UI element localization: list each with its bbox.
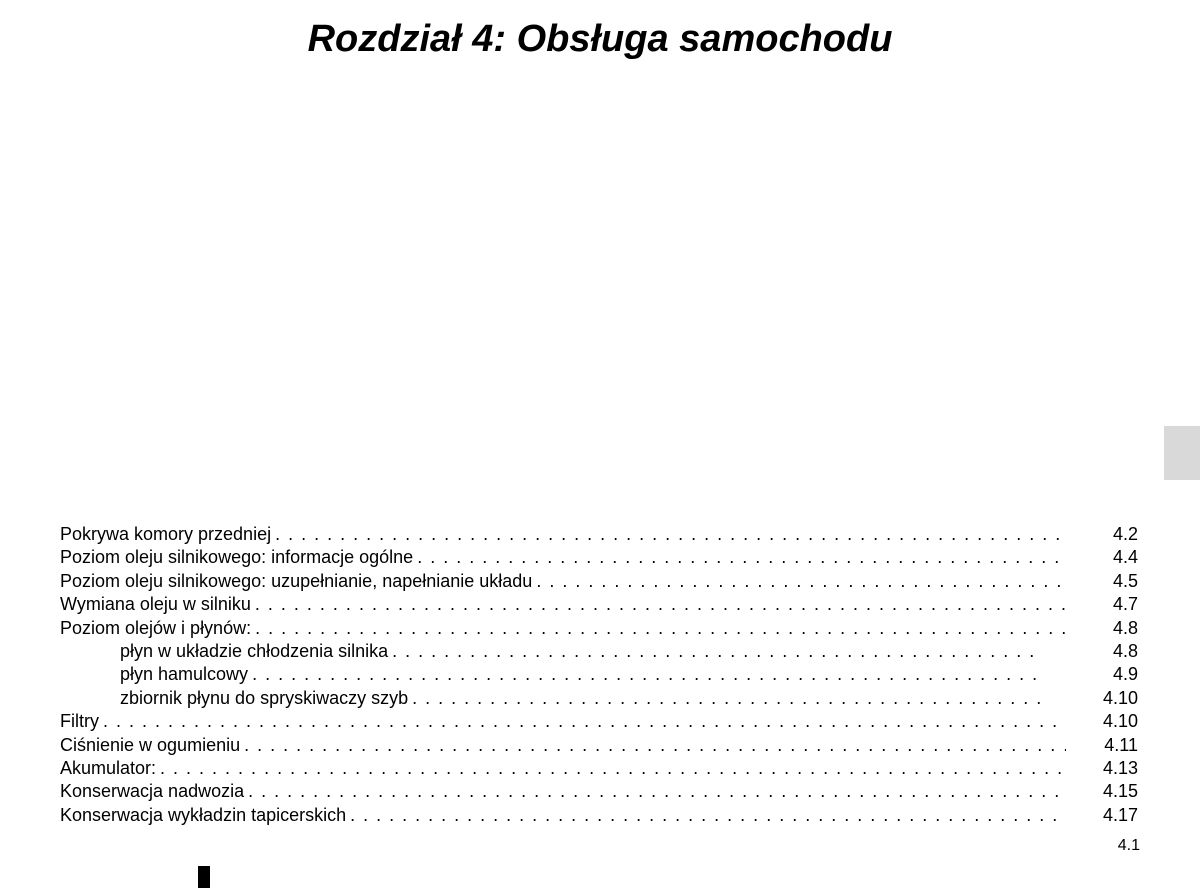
toc-dot-leader [536, 570, 1066, 593]
toc-entry-page: 4.9 [1112, 664, 1138, 685]
toc-entry-page: 4.11 [1104, 734, 1138, 755]
toc-entry[interactable] [60, 804, 1138, 827]
toc-entry-label: zbiornik płynu do spryskiwaczy szyb [120, 687, 408, 710]
toc-entry[interactable] [60, 710, 1138, 733]
toc-entry-page: 4.10 [1102, 687, 1138, 708]
toc-entry-page: 4.8 [1112, 617, 1138, 638]
toc-entry[interactable] [60, 734, 1138, 757]
toc-entry-label: Poziom oleju silnikowego: uzupełnianie, napełnianie układu [60, 570, 532, 593]
toc-entry-page: 4.4 [1112, 547, 1138, 568]
crop-mark [198, 866, 210, 888]
toc-entry-page: 4.15 [1102, 781, 1138, 802]
toc-dot-leader [244, 734, 1066, 757]
toc-entry-label: Poziom oleju silnikowego: informacje ogólne [60, 546, 413, 569]
toc-subentry[interactable] [60, 687, 1138, 710]
chapter-side-tab [1164, 426, 1200, 480]
toc-dot-leader [417, 546, 1066, 569]
toc-entry[interactable] [60, 757, 1138, 780]
toc-entry-label: Pokrywa komory przedniej [60, 523, 271, 546]
toc-dot-leader [255, 617, 1066, 640]
toc-dot-leader [350, 804, 1066, 827]
toc-entry-page: 4.5 [1112, 570, 1138, 591]
toc-entry-label: Ciśnienie w ogumieniu [60, 734, 240, 757]
toc-entry[interactable] [60, 546, 1138, 569]
toc-entry-label: Filtry [60, 710, 99, 733]
toc-entry-page: 4.7 [1112, 594, 1138, 615]
toc-entry[interactable] [60, 617, 1138, 640]
toc-entry-label: Konserwacja wykładzin tapicerskich [60, 804, 346, 827]
toc-entry-label: płyn hamulcowy [120, 663, 248, 686]
toc-subentry[interactable] [60, 663, 1138, 686]
toc-entry-page: 4.8 [1112, 640, 1138, 661]
toc-entry[interactable] [60, 780, 1138, 803]
toc-entry-page: 4.17 [1102, 804, 1138, 825]
toc-dot-leader [255, 593, 1066, 616]
toc-dot-leader [275, 523, 1066, 546]
toc-entry[interactable] [60, 593, 1138, 616]
toc-entry-page: 4.2 [1112, 524, 1138, 544]
table-of-contents [60, 523, 1138, 827]
toc-entry-page: 4.10 [1102, 711, 1138, 732]
toc-entry-label: Akumulator: [60, 757, 156, 780]
toc-dot-leader [103, 710, 1066, 733]
toc-entry-page: 4.13 [1102, 757, 1138, 778]
page-number: 4.1 [1117, 837, 1140, 854]
toc-entry-label: Poziom olejów i płynów: [60, 617, 251, 640]
toc-dot-leader [252, 663, 1042, 686]
toc-dot-leader [248, 780, 1066, 803]
toc-entry[interactable] [60, 523, 1138, 546]
chapter-title: Rozdział 4: Obsługa samochodu [307, 18, 893, 60]
toc-entry-label: Wymiana oleju w silniku [60, 593, 251, 616]
toc-dot-leader [160, 757, 1066, 780]
toc-dot-leader [412, 687, 1042, 710]
toc-subentry[interactable] [60, 640, 1138, 663]
toc-entry[interactable] [60, 570, 1138, 593]
toc-entry-label: Konserwacja nadwozia [60, 780, 244, 803]
toc-dot-leader [392, 640, 1042, 663]
toc-entry-label: płyn w układzie chłodzenia silnika [120, 640, 388, 663]
